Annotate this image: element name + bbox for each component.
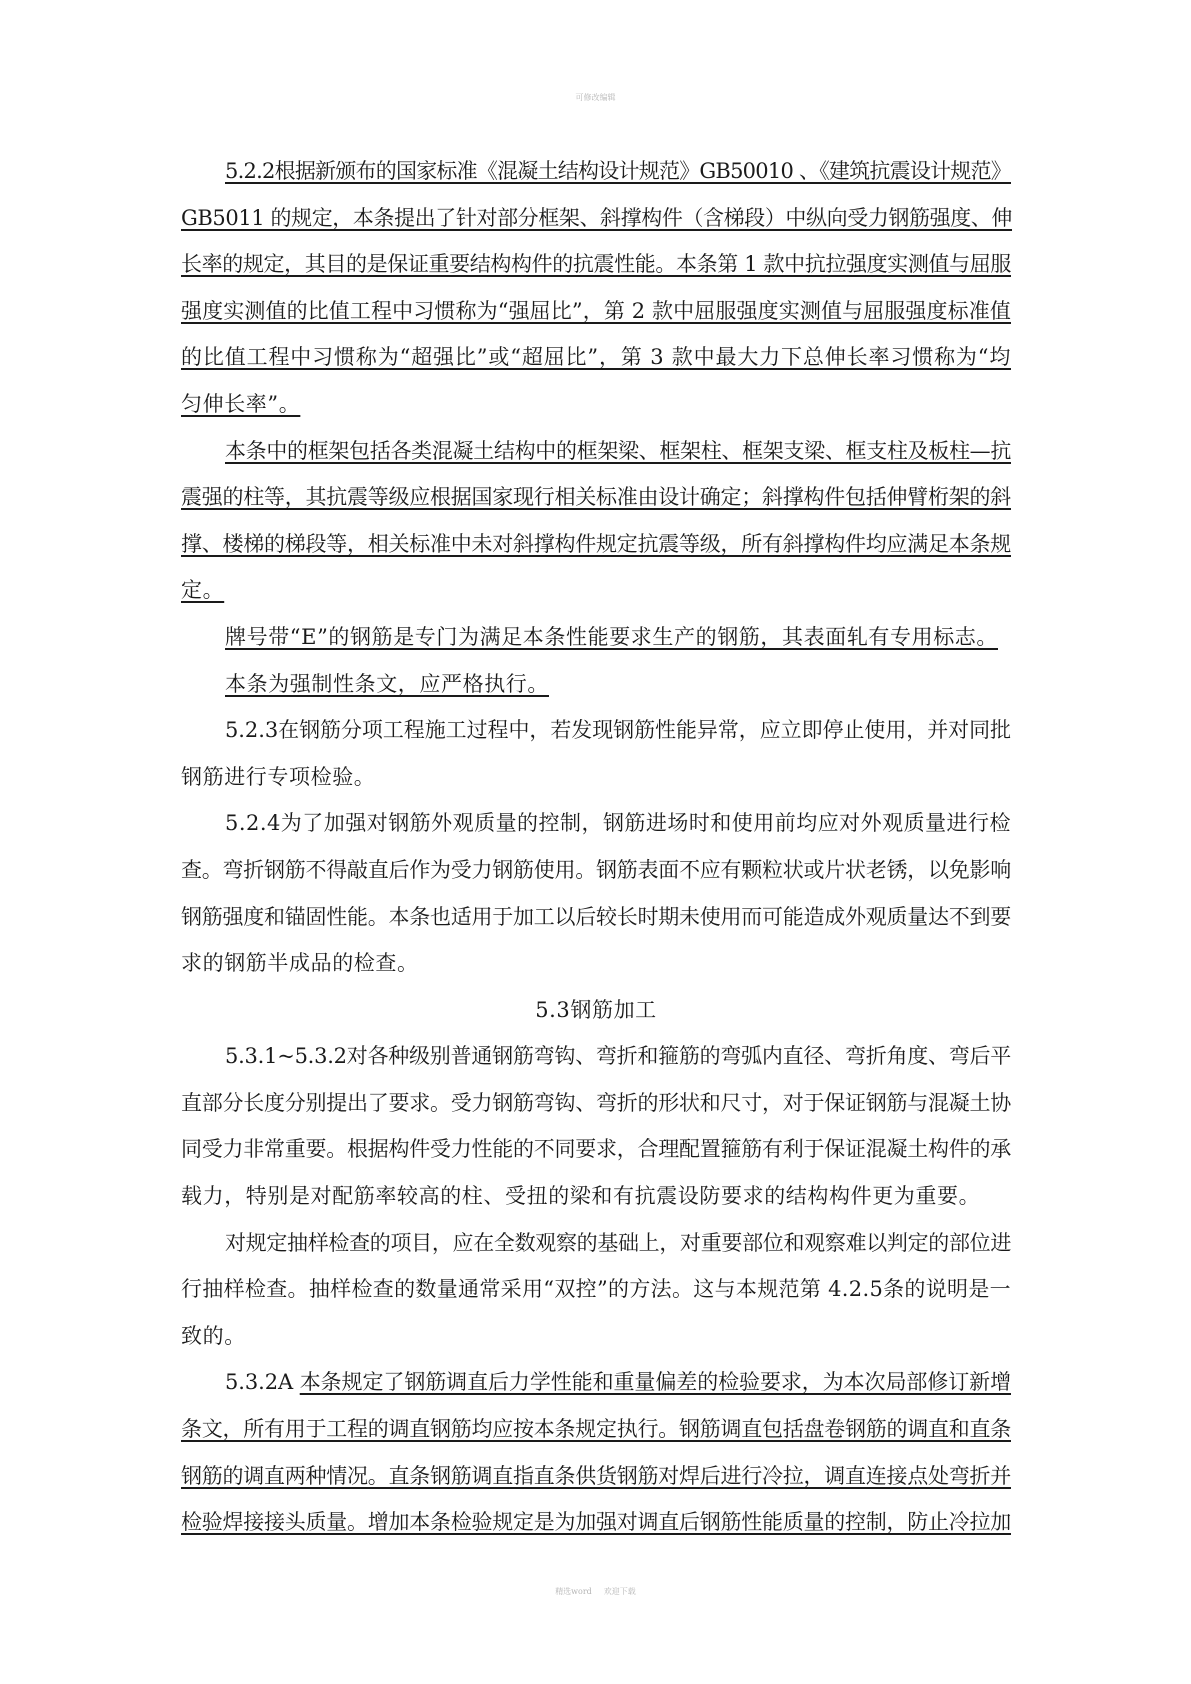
text-line: 条文，所有用于工程的调直钢筋均应按本条规定执行。钢筋调直包括盘卷钢筋的调直和直条 <box>181 1417 1011 1442</box>
paragraph-e-mark <box>181 614 1011 661</box>
paragraph-5-2-3 <box>181 707 1011 800</box>
paragraph-5-3-1 <box>181 1033 1011 1219</box>
text-line: 长率的规定，其目的是保证重要结构构件的抗震性能。本条第 1 款中抗拉强度实测值与屈服 <box>181 252 1011 277</box>
paragraph-5-3-2a <box>181 1359 1011 1545</box>
text-line: 同受力非常重要。根据构件受力性能的不同要求，合理配置箍筋有利于保证混凝土构件的承 <box>181 1137 1011 1162</box>
text-line: 的比值工程中习惯称为“超强比”或“超屈比”，第 3 款中最大力下总伸长率习惯称为“均 <box>181 345 1011 370</box>
text-line: 直部分长度分别提出了要求。受力钢筋弯钩、弯折的形状和尺寸，对于保证钢筋与混凝土协 <box>181 1090 1011 1115</box>
footer-watermark <box>0 1586 1191 1597</box>
text-line: 匀伸长率”。 <box>181 391 301 416</box>
text-line: 定。 <box>181 578 225 603</box>
text-line: 行抽样检查。抽样检查的数量通常采用“双控”的方法。这与本规范第 4.2.5条的说明是一 <box>181 1277 1011 1302</box>
paragraph-sampling <box>181 1220 1011 1360</box>
text-line: 检验焊接接头质量。增加本条检验规定是为加强对调直后钢筋性能质量的控制，防止冷拉加 <box>181 1510 1011 1535</box>
text-line: 载力，特别是对配筋率较高的柱、受扭的梁和有抗震设防要求的结构构件更为重要。 <box>181 1184 981 1209</box>
paragraph-frame-definition <box>181 428 1011 614</box>
text-line: 本条为强制性条文，应严格执行。 <box>225 671 549 696</box>
section-heading: 5.3钢筋加工 <box>535 997 657 1022</box>
text-line: 牌号带“E”的钢筋是专门为满足本条性能要求生产的钢筋，其表面轧有专用标志。 <box>225 624 998 649</box>
document-body <box>181 148 1011 1546</box>
footer-left: 精选word <box>555 1587 592 1596</box>
text-line: 钢筋进行专项检验。 <box>181 764 376 789</box>
text-line: 5.3.1~5.3.2对各种级别普通钢筋弯钩、弯折和箍筋的弯弧内直径、弯折角度、弯后平 <box>225 1044 1011 1069</box>
text-line: 本条规定了钢筋调直后力学性能和重量偏差的检验要求，为本次局部修订新增 <box>299 1370 1011 1395</box>
text-line: 致的。 <box>181 1323 246 1348</box>
text-line: GB5011 的规定，本条提出了针对部分框架、斜撑构件（含梯段）中纵向受力钢筋强度、伸 <box>181 205 1013 230</box>
text-line: 震强的柱等，其抗震等级应根据国家现行相关标准由设计确定；斜撑构件包括伸臂桁架的斜 <box>181 485 1011 510</box>
paragraph-mandatory <box>181 661 1011 708</box>
text-line: 钢筋强度和锚固性能。本条也适用于加工以后较长时期未使用而可能造成外观质量达不到要 <box>181 904 1011 929</box>
text-line: 查。弯折钢筋不得敲直后作为受力钢筋使用。钢筋表面不应有颗粒状或片状老锈，以免影响 <box>181 857 1011 882</box>
text-line: 求的钢筋半成品的检查。 <box>181 951 419 976</box>
paragraph-5-2-2 <box>181 148 1011 428</box>
text-line: 钢筋的调直两种情况。直条钢筋调直指直条供货钢筋对焊后进行冷拉，调直连接点处弯折并 <box>181 1463 1011 1488</box>
paragraph-5-2-4 <box>181 800 1011 986</box>
header-watermark: 可修改编辑 <box>575 93 616 102</box>
text-line: 5.2.2根据新颁布的国家标准《混凝土结构设计规范》GB50010 、《建筑抗震设计规范》 <box>225 159 1011 183</box>
text-line: 5.2.4为了加强对钢筋外观质量的控制，钢筋进场时和使用前均应对外观质量进行检 <box>225 811 1011 836</box>
text-line: 对规定抽样检查的项目，应在全数观察的基础上，对重要部位和观察难以判定的部位进 <box>225 1230 1011 1255</box>
text-line: 强度实测值的比值工程中习惯称为“强屈比”，第 2 款中屈服强度实测值与屈服强度标准值 <box>181 298 1011 323</box>
clause-number: 5.3.2A <box>225 1370 300 1395</box>
footer-right: 欢迎下载 <box>603 1587 636 1596</box>
text-line: 撑、楼梯的梯段等，相关标准中未对斜撑构件规定抗震等级，所有斜撑构件均应满足本条规 <box>181 531 1011 556</box>
text-line: 本条中的框架包括各类混凝土结构中的框架梁、框架柱、框架支梁、框支柱及板柱—抗 <box>225 438 1011 463</box>
text-line: 5.2.3在钢筋分项工程施工过程中，若发现钢筋性能异常，应立即停止使用，并对同批 <box>225 718 1011 743</box>
